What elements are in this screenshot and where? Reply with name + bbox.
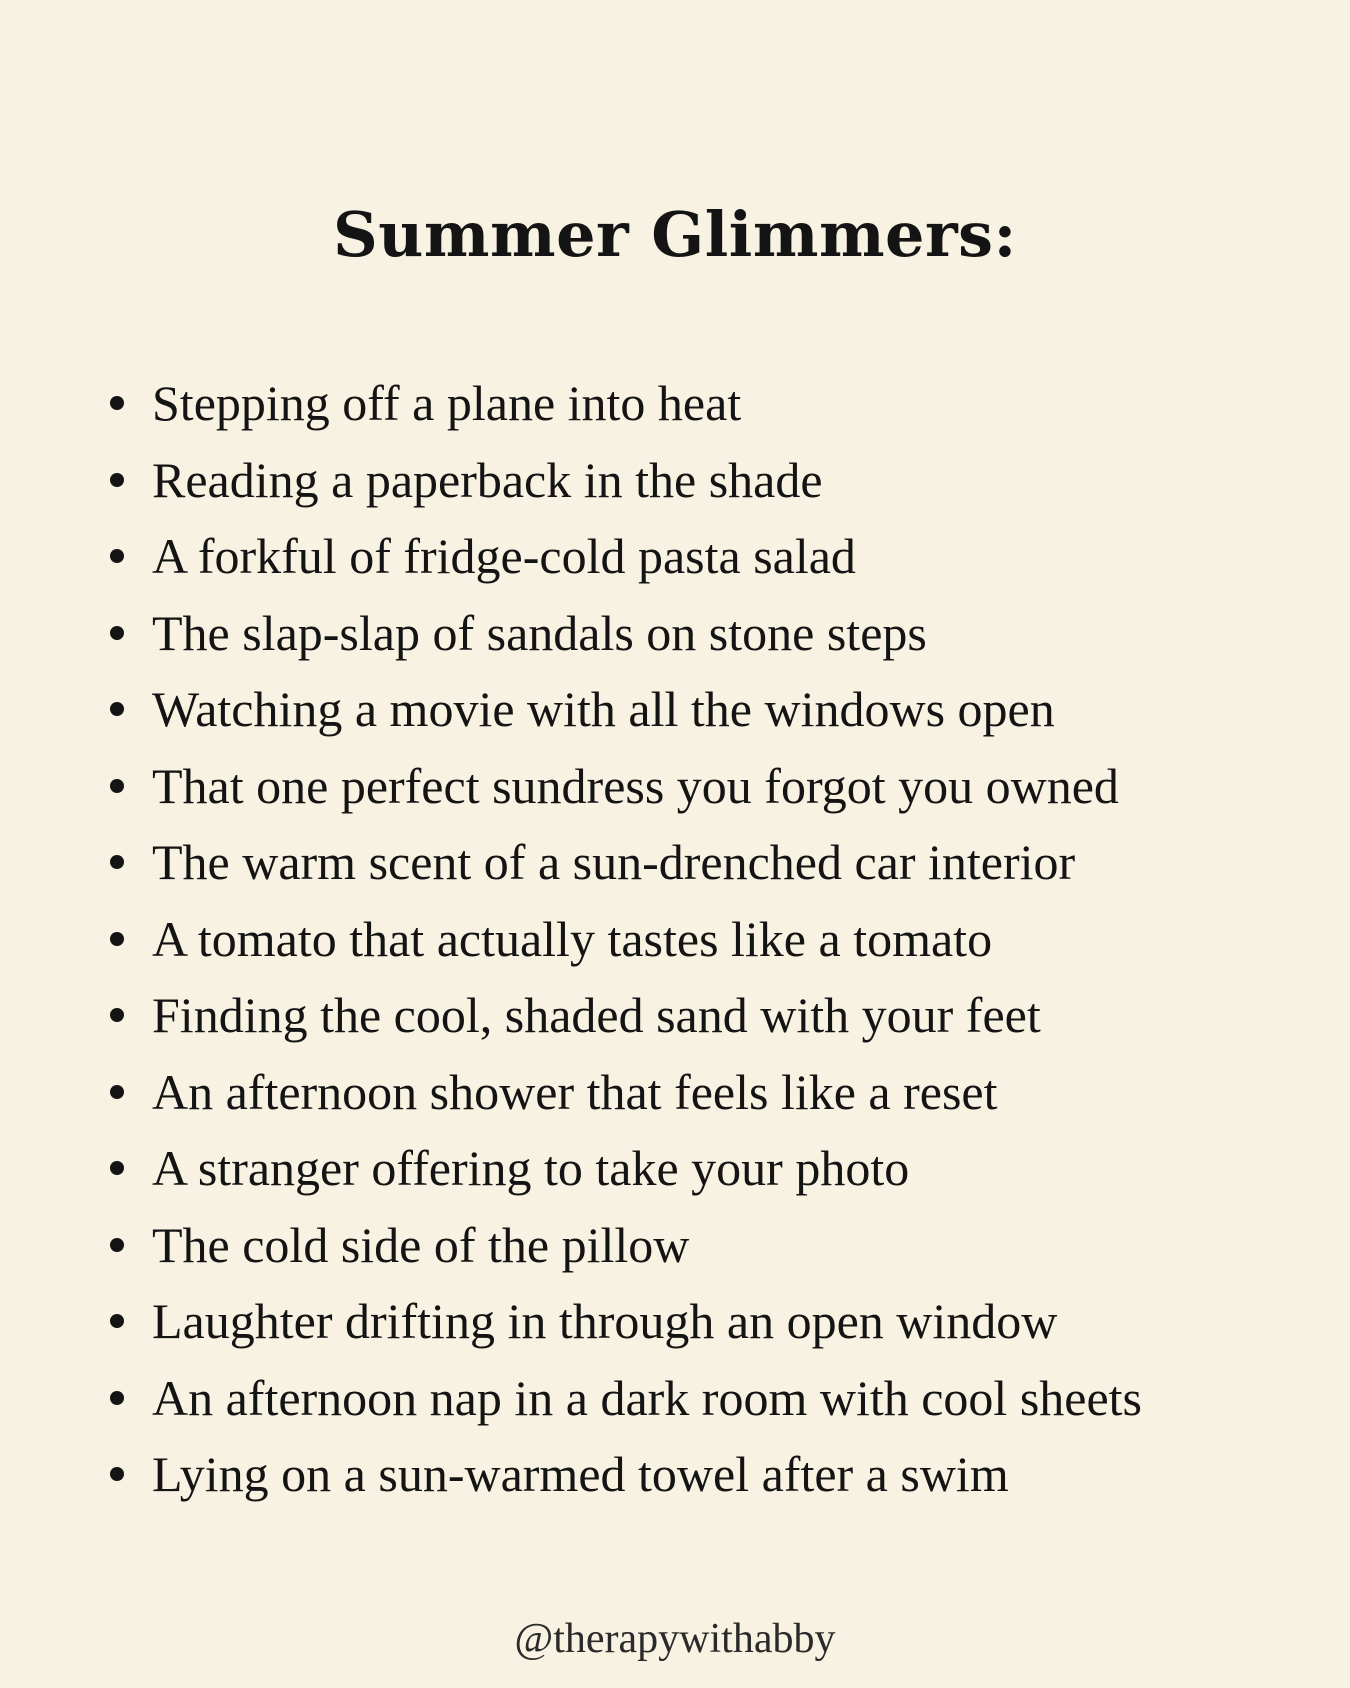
glimmer-list bbox=[110, 365, 1310, 1513]
bullet-icon bbox=[110, 1314, 124, 1328]
list-item bbox=[110, 977, 1310, 1054]
list-item-text: Laughter drifting in through an open window bbox=[152, 1293, 1058, 1349]
list-item bbox=[110, 901, 1310, 978]
bullet-icon bbox=[110, 549, 124, 563]
bullet-icon bbox=[110, 932, 124, 946]
bullet-icon bbox=[110, 1008, 124, 1022]
list-item-text: An afternoon nap in a dark room with cool sheets bbox=[152, 1369, 1143, 1426]
list-item bbox=[110, 748, 1310, 825]
list-item-text: Lying on a sun-warmed towel after a swim bbox=[152, 1446, 1009, 1502]
list-item bbox=[110, 1207, 1310, 1284]
list-item bbox=[110, 442, 1310, 519]
bullet-icon bbox=[110, 855, 124, 869]
list-item bbox=[110, 518, 1310, 595]
list-item-text: A forkful of fridge-cold pasta salad bbox=[152, 528, 856, 584]
list-item-text: A tomato that actually tastes like a tomato bbox=[152, 910, 993, 967]
bullet-icon bbox=[110, 779, 124, 793]
bullet-icon bbox=[110, 1085, 124, 1099]
bullet-icon bbox=[110, 1467, 124, 1481]
list-item bbox=[110, 595, 1310, 672]
list-item-text: The warm scent of a sun-drenched car interior bbox=[152, 834, 1076, 890]
list-item-text: The slap-slap of sandals on stone steps bbox=[152, 604, 927, 661]
list-item bbox=[110, 1283, 1310, 1360]
list-item bbox=[110, 1130, 1310, 1207]
list-item-text: Stepping off a plane into heat bbox=[152, 375, 742, 431]
bullet-icon bbox=[110, 1238, 124, 1252]
list-item-text: A stranger offering to take your photo bbox=[152, 1140, 910, 1196]
list-item bbox=[110, 824, 1310, 901]
list-item-text: Reading a paperback in the shade bbox=[152, 451, 823, 508]
list-item bbox=[110, 1054, 1310, 1131]
page-title: Summer Glimmers: bbox=[333, 198, 1017, 271]
list-item bbox=[110, 1436, 1310, 1513]
list-item-text: An afternoon shower that feels like a reset bbox=[152, 1063, 998, 1120]
bullet-icon bbox=[110, 1391, 124, 1405]
author-handle: @therapywithabby bbox=[514, 1616, 836, 1662]
bullet-icon bbox=[110, 396, 124, 410]
list-item-text: That one perfect sundress you forgot you owned bbox=[152, 757, 1119, 814]
bullet-icon bbox=[110, 702, 124, 716]
bullet-icon bbox=[110, 1161, 124, 1175]
list-item bbox=[110, 671, 1310, 748]
list-item-text: The cold side of the pillow bbox=[152, 1216, 690, 1273]
list-item bbox=[110, 365, 1310, 442]
bullet-icon bbox=[110, 473, 124, 487]
list-item bbox=[110, 1360, 1310, 1437]
bullet-icon bbox=[110, 626, 124, 640]
list-item-text: Finding the cool, shaded sand with your feet bbox=[152, 987, 1041, 1043]
list-item-text: Watching a movie with all the windows open bbox=[152, 681, 1055, 737]
